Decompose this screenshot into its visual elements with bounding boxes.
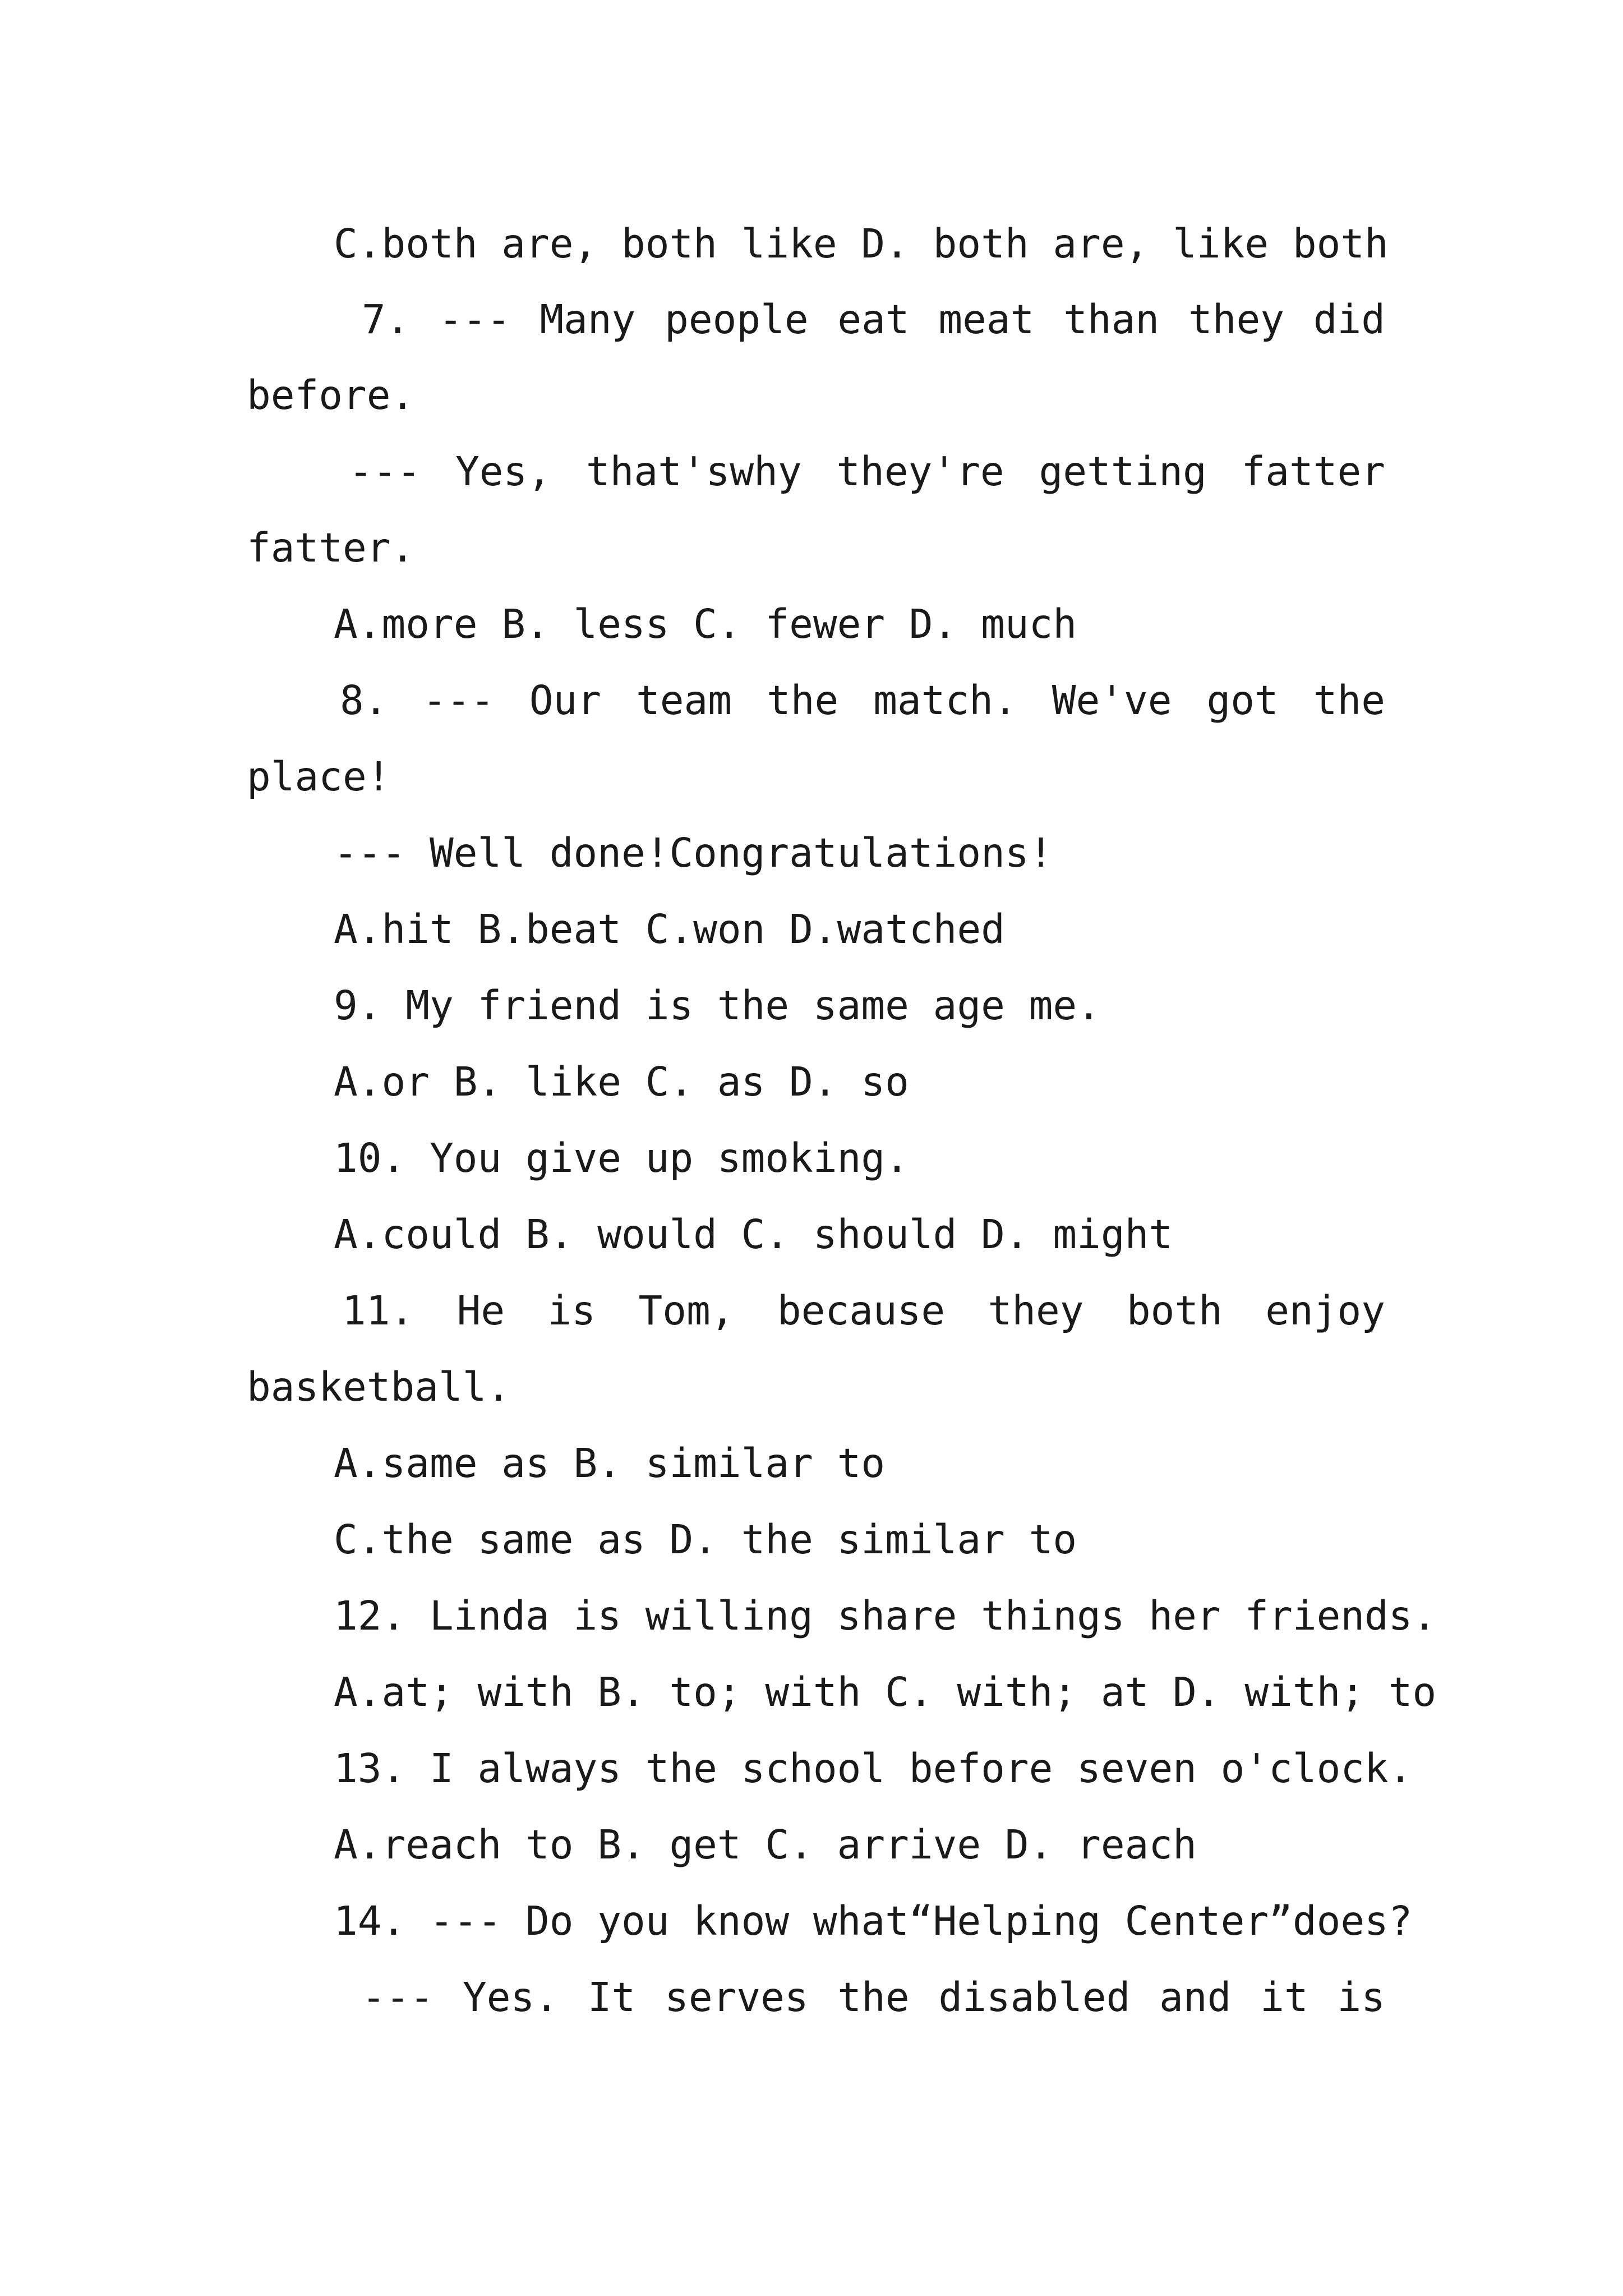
text-line: 13. I always the school before seven o'clock. xyxy=(334,1745,1413,1792)
text-line: 7. --- Many people eat meat than they did xyxy=(362,296,1385,343)
text-line: 14. --- Do you know what“Helping Center”does? xyxy=(334,1898,1413,1944)
text-line: place! xyxy=(247,753,391,800)
text-line: A.at; with B. to; with C. with; at D. with; to xyxy=(334,1669,1437,1715)
text-line: A.could B. would C. should D. might xyxy=(334,1211,1173,1258)
text-line: 10. You give up smoking. xyxy=(334,1135,909,1181)
text-line: basketball. xyxy=(247,1364,511,1410)
text-line: --- Yes. It serves the disabled and it is xyxy=(362,1974,1385,2021)
text-line: --- Yes, that'swhy they're getting fatter xyxy=(349,448,1385,495)
text-line: 12. Linda is willing share things her friends. xyxy=(334,1593,1437,1639)
text-line: --- Well done!Congratulations! xyxy=(334,830,1053,876)
text-line: A.more B. less C. fewer D. much xyxy=(334,601,1077,647)
text-line: C.the same as D. the similar to xyxy=(334,1516,1077,1563)
text-line: before. xyxy=(247,372,415,418)
text-line: A.hit B.beat C.won D.watched xyxy=(334,906,1005,953)
text-line: 9. My friend is the same age me. xyxy=(334,982,1101,1029)
text-line: fatter. xyxy=(247,524,415,571)
text-line: 8. --- Our team the match. We've got the xyxy=(340,677,1385,724)
text-line: A.same as B. similar to xyxy=(334,1440,886,1487)
text-line: A.reach to B. get C. arrive D. reach xyxy=(334,1821,1197,1868)
text-line: 11. He is Tom, because they both enjoy xyxy=(342,1287,1385,1334)
text-line: C.both are, both like D. both are, like both xyxy=(334,220,1389,267)
text-line: A.or B. like C. as D. so xyxy=(334,1059,909,1105)
